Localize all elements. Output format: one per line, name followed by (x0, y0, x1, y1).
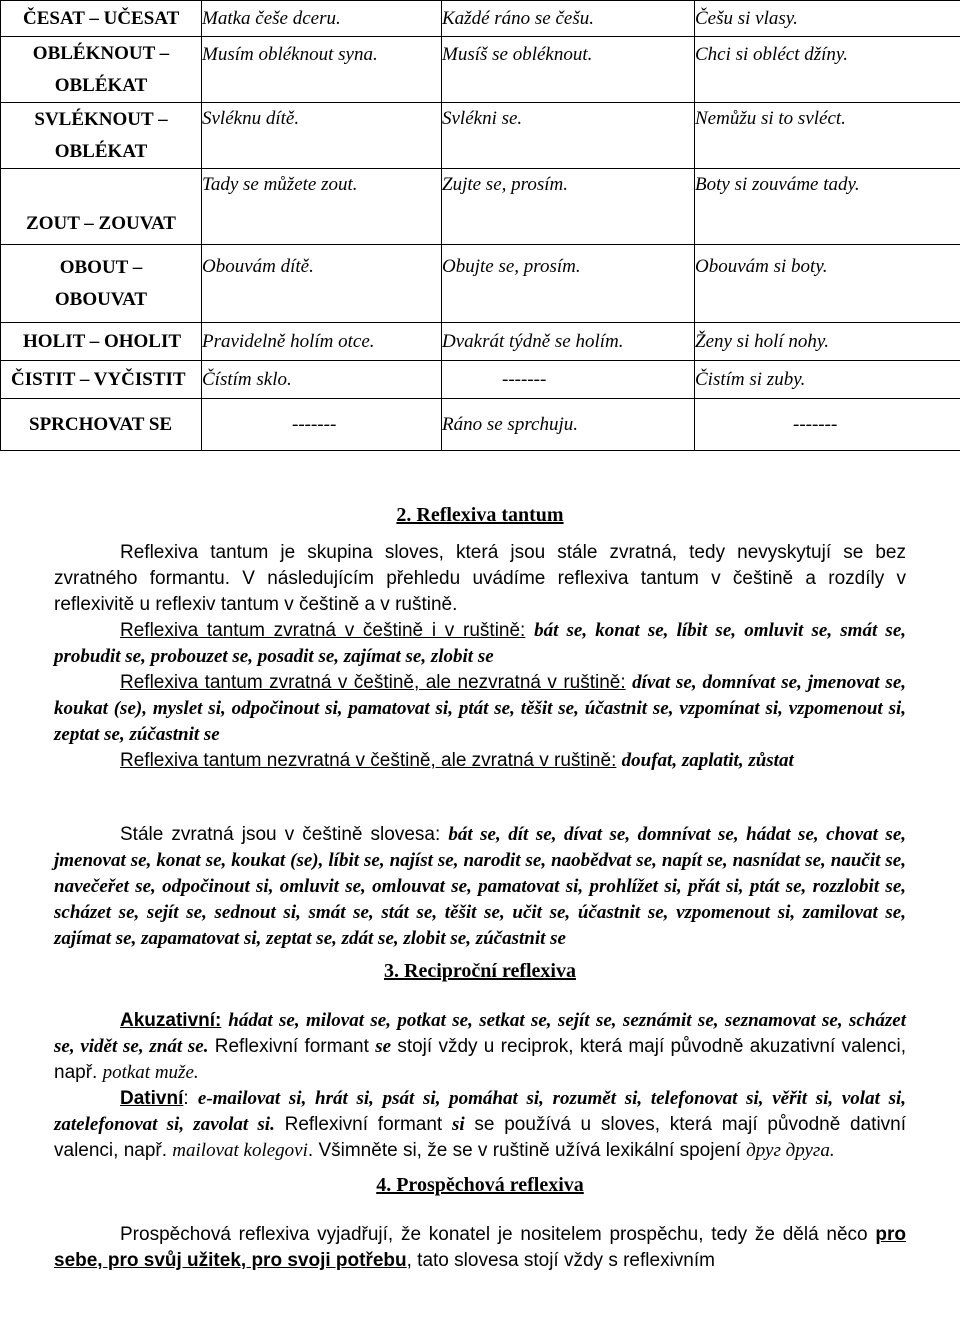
section-paragraph: Reflexiva tantum je skupina sloves, která jsou stále zvratná, tedy nevyskytují se bez zvratného formantu. V následujícím přehledu uvádíme reflexiva tantum v češtině a rozdíly v reflexivitě u reflexiv tantum v češtině a v ruštině. (54, 542, 906, 615)
table-row (1, 1, 960, 37)
example-cell: ------- (442, 361, 695, 399)
text-span: Prospěchová reflexiva vyjadřují, že konatel je nositelem prospěchu, tedy že dělá něco (120, 1224, 868, 1245)
group-paragraph (54, 618, 906, 670)
case-words: hádat se, milovat se, potkat se, setkat se, sejít se, seznámit se, seznamovat se, scházet se, vidět se, znát se. (54, 1010, 906, 1057)
example-cell: Čistím si zuby. (695, 361, 960, 399)
section-paragraph (54, 1222, 906, 1274)
section-paragraph (54, 1086, 906, 1164)
section-paragraph (54, 1008, 906, 1086)
example-cell: Každé ráno se češu. (442, 1, 695, 37)
example-cell: Obouvám dítě. (202, 245, 442, 323)
group-label: Reflexiva tantum zvratná v češtině i v ruštině: (120, 620, 526, 641)
verb-cell: HOLIT – OHOLIT (1, 323, 202, 361)
example-cell: Ženy si holí nohy. (695, 323, 960, 361)
example-cell: ------- (695, 399, 960, 451)
example-cell: Dvakrát týdně se holím. (442, 323, 695, 361)
case-words: e-mailovat si, hrát si, psát si, pomáhat si, rozumět si, telefonovat si, věřit si, volat si, zatelefonovat si, zavolat si. (54, 1088, 906, 1135)
text-span: Reflexivní formant (284, 1114, 443, 1135)
table-row (1, 37, 960, 103)
table-row (1, 169, 960, 245)
verb-cell: SPRCHOVAT SE (1, 399, 202, 451)
text-span: Reflexivní formant (214, 1036, 369, 1057)
group-paragraph (54, 670, 906, 748)
text-span: stojí vždy u reciprok, která mají původně akuzativní valenci, např. (54, 1036, 906, 1083)
verb-table (0, 0, 960, 451)
example-cell: Obouvám si boty. (695, 245, 960, 323)
section-heading: 3. Reciproční reflexiva (384, 960, 576, 982)
text-span: , tato slovesa stojí vždy s reflexivním (406, 1250, 715, 1271)
example-cell: Musím obléknout syna. (202, 37, 442, 103)
group-label: Reflexiva tantum nezvratná v češtině, ale zvratná v ruštině: (120, 750, 617, 771)
example-cell: Svlékni se. (442, 103, 695, 169)
verb-cell (1, 103, 202, 169)
group-paragraph (54, 748, 906, 774)
example-cell: Matka češe dceru. (202, 1, 442, 37)
emphasis-text: pro sebe, pro svůj užitek, pro svoji potřebu (54, 1224, 906, 1271)
formant: se (375, 1036, 392, 1057)
example-text: potkat muže. (102, 1062, 199, 1083)
table-row (1, 399, 960, 451)
verb-label: SVLÉKNOUT – OBLÉKAT (34, 108, 168, 162)
text-span: . Všimněte si, že se v ruštině užívá lexikální spojení (307, 1140, 741, 1161)
example-cell: Češu si vlasy. (695, 1, 960, 37)
table-row (1, 361, 960, 399)
verb-cell (1, 245, 202, 323)
verb-cell (1, 37, 202, 103)
section-heading: 2. Reflexiva tantum (396, 504, 564, 526)
example-cell: Chci si obléct džíny. (695, 37, 960, 103)
example-cell: Zujte se, prosím. (442, 169, 695, 245)
example-cell: Nemůžu si to svléct. (695, 103, 960, 169)
group-words: dívat se, domnívat se, jmenovat se, koukat (se), myslet si, odpočinout si, pamatovat si, ptát se, těšit se, účastnit se, vzpomínat si, vzpomenout si, zeptat se, zúčastnit se (54, 672, 907, 745)
verb-cell: ČESAT – UČESAT (1, 1, 202, 37)
example-cell: Ráno se sprchuju. (442, 399, 695, 451)
example-cell: Obujte se, prosím. (442, 245, 695, 323)
verb-label: OBOUT – OBOUVAT (54, 256, 148, 310)
table-row (1, 245, 960, 323)
text-span: se používá u sloves, která mají původně dativní valenci, např. (54, 1114, 907, 1161)
group-words: doufat, zaplatit, zůstat (621, 750, 794, 771)
example-cell: ------- (202, 399, 442, 451)
group-words: bát se, konat se, líbit se, omluvit se, smát se, probudit se, probouzet se, posadit se, zajímat se, zlobit se (54, 620, 907, 667)
table-row (1, 323, 960, 361)
group-label: Stále zvratná jsou v češtině slovesa: (120, 824, 441, 845)
example-cell: Tady se můžete zout. (202, 169, 442, 245)
group-label: Reflexiva tantum zvratná v češtině, ale nezvratná v ruštině: (120, 672, 626, 693)
group-words: bát se, dít se, dívat se, domnívat se, hádat se, chovat se, jmenovat se, konat se, koukat (se), líbit se, najíst se, narodit se, naobědvat se, napít se, nasnídat se, naučit se, navečeřet se, odpočinout si, omluvit se, omlouvat se, pamatovat si, prohlížet si, přát si, ptát se, rozzlobit se, scházet se, sejít se, sednout si, smát se, stát se, těšit se, učit se, účastnit se, vzpomenout si, zamilovat se, zajímat se, zapamatovat si, zeptat se, zdát se, zlobit se, zúčastnit se (54, 824, 907, 949)
example-text: mailovat kolegovi (172, 1140, 308, 1161)
example-cell: Pravidelně holím otce. (202, 323, 442, 361)
verb-label: OBLÉKNOUT – OBLÉKAT (32, 42, 170, 96)
russian-text: друг друга. (746, 1140, 835, 1161)
example-cell: Boty si zouváme tady. (695, 169, 960, 245)
section-heading: 4. Prospěchová reflexiva (376, 1174, 584, 1196)
document-body (54, 500, 906, 1274)
group-paragraph (54, 822, 906, 952)
example-cell: Musíš se obléknout. (442, 37, 695, 103)
formant: si (451, 1114, 465, 1135)
text-span: : (183, 1088, 189, 1109)
example-cell: Čístím sklo. (202, 361, 442, 399)
table-row (1, 103, 960, 169)
verb-cell: ČISTIT – VYČISTIT (1, 361, 202, 399)
case-label: Akuzativní: (120, 1010, 222, 1031)
example-cell: Svléknu dítě. (202, 103, 442, 169)
case-label: Dativní (120, 1088, 184, 1109)
verb-cell: ZOUT – ZOUVAT (1, 169, 202, 245)
